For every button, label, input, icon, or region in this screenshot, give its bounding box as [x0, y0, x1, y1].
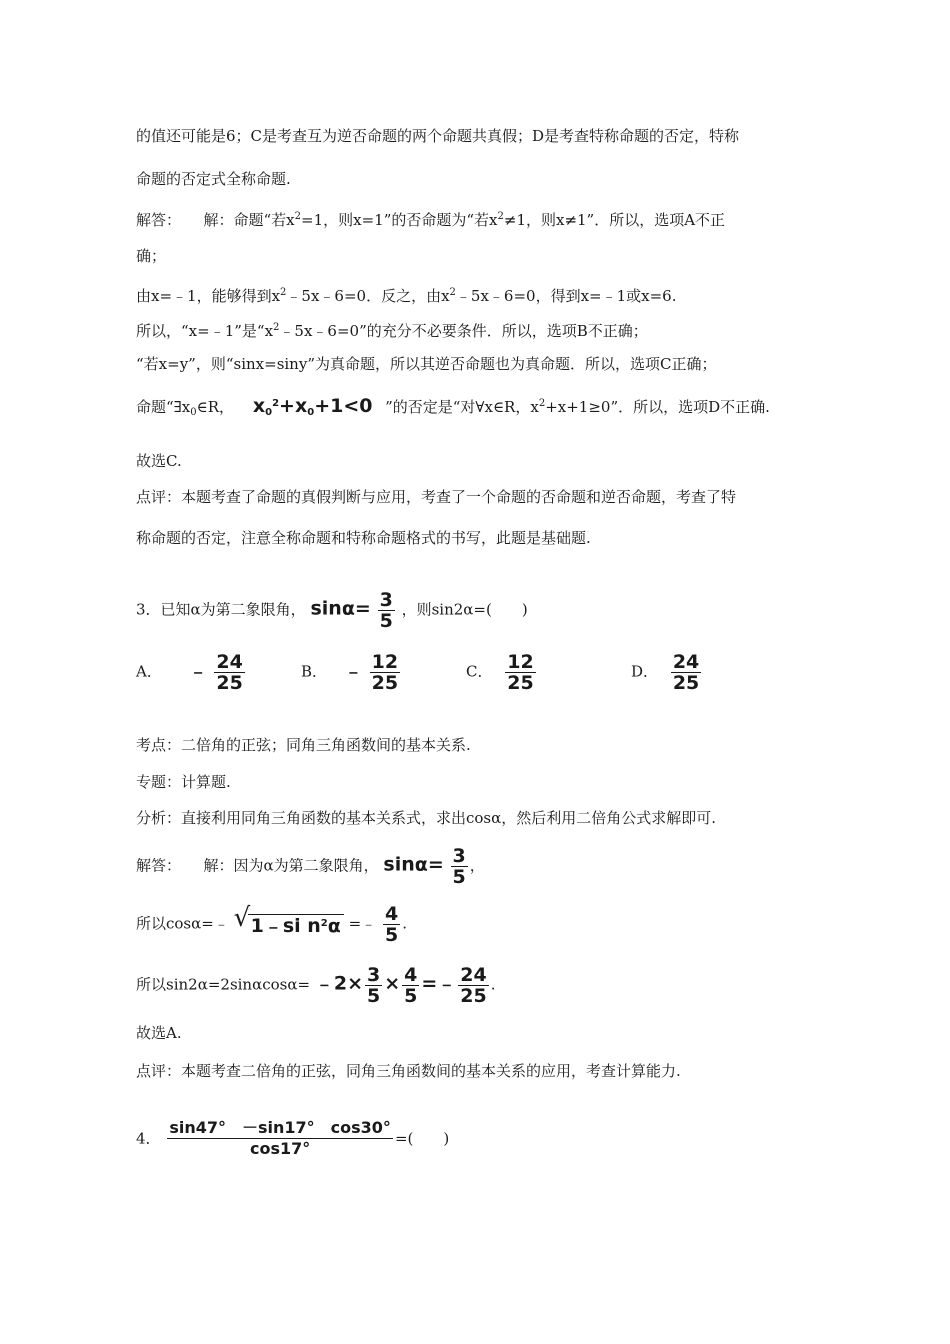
text: =( )	[394, 1129, 450, 1148]
inequality-formula: $x_0^2+x_0+1<0$	[252, 395, 373, 418]
option-label: B．	[301, 662, 328, 681]
text: .	[490, 975, 496, 994]
text: ﹣5x﹣6=0”的充分不必要条件．所以，选项B不正确；	[279, 322, 648, 340]
text: 由x=﹣1，能够得到x	[136, 287, 281, 305]
fraction: $\frac{24}{25}$	[216, 651, 243, 694]
fraction: $\frac{3}{5}$	[379, 589, 393, 632]
text: 命题“∃x	[136, 398, 191, 416]
text: ﹣5x﹣6=0，得到x=﹣1或x=6.	[455, 287, 677, 305]
times-sign: ×	[384, 972, 401, 995]
text-line	[136, 283, 677, 306]
option-c[interactable]	[466, 652, 538, 693]
text-line: “若x=y”，则“sinx=siny”为真命题，所以其逆否命题也为真命题．所以，选项C正确；	[136, 355, 717, 373]
fraction: $\frac{4}{5}$	[404, 964, 418, 1007]
minus-sign: ﹣	[188, 659, 208, 682]
fenxi-line: 分析：直接利用同角三角函数的基本关系式，求出cosα，然后利用二倍角公式求解即可.	[136, 809, 717, 827]
sin-formula: sinα=	[383, 853, 444, 876]
kaodian-line: 考点：二倍角的正弦；同角三角函数间的基本关系.	[136, 736, 471, 754]
superscript: 2	[294, 211, 302, 222]
fraction: $\frac{12}{25}$	[507, 651, 534, 694]
question-3-stem	[136, 590, 528, 631]
text: =1，则x=1”的否命题为“若x	[301, 211, 498, 229]
option-label: D．	[631, 662, 659, 681]
superscript: 2	[538, 398, 546, 409]
formula-part: ﹣2×	[314, 972, 363, 995]
text-line	[136, 394, 770, 423]
fraction: $\frac{\sin 47^\circ -\sin 17^\circ \cos 30^\circ}{\cos 17^\circ}$	[169, 1118, 391, 1158]
cos-line	[136, 904, 407, 945]
option-d[interactable]	[631, 652, 703, 693]
text: 解答： 解：命题“若x	[136, 211, 295, 229]
option-label: A．	[136, 662, 162, 681]
text-line: 确；	[136, 247, 167, 265]
text: ，则sin2α=( )	[401, 600, 528, 619]
zhuanti-line: 专题：计算题.	[136, 773, 231, 791]
fraction: $\frac{4}{5}$	[384, 903, 399, 946]
sin2-line	[136, 965, 496, 1006]
fraction: $\frac{12}{25}$	[371, 651, 399, 694]
text: ﹣5x﹣6=0．反之，由x	[286, 287, 450, 305]
text: 所以sin2α=2sinαcosα=	[136, 975, 311, 994]
superscript: 2	[449, 287, 456, 298]
text: 解答： 解：因为α为第二象限角，	[136, 856, 379, 875]
text-line	[136, 318, 648, 341]
text: ，	[469, 856, 485, 875]
fraction: $\frac{24}{25}$	[460, 964, 487, 1007]
superscript: 2	[273, 322, 280, 333]
text: ∈R，	[196, 398, 235, 416]
formula-part: =﹣	[421, 972, 457, 995]
text-line: 命题的否定式全称命题.	[136, 170, 291, 188]
fraction: $\frac{3}{5}$	[452, 845, 466, 888]
text: +x+1≥0”．所以，选项D不正确.	[545, 398, 770, 416]
text: =﹣	[348, 914, 377, 933]
subscript: 0	[190, 407, 197, 418]
option-b[interactable]	[301, 652, 402, 693]
fraction: $\frac{24}{25}$	[672, 651, 700, 694]
text: 4．	[136, 1129, 161, 1148]
text-line: 点评：本题考查了命题的真假判断与应用，考查了一个命题的否命题和逆否命题，考查了特	[136, 488, 737, 506]
guxuan-line: 故选A.	[136, 1024, 182, 1042]
sin-formula: sinα=	[310, 597, 371, 620]
text: 3．已知α为第二象限角，	[136, 600, 306, 619]
text: 所以，“x=﹣1”是“x	[136, 322, 274, 340]
text: ”的否定是“对∀x∈R，x	[385, 398, 539, 416]
dianping-line: 点评：本题考查二倍角的正弦，同角三角函数间的基本关系的应用，考查计算能力.	[136, 1062, 681, 1080]
superscript: 2	[497, 211, 504, 222]
text-line: 故选C.	[136, 452, 182, 470]
superscript: 2	[280, 287, 287, 298]
answer-line	[136, 207, 725, 230]
option-label: C．	[466, 662, 493, 681]
text-line: 称命题的否定，注意全称命题和特称命题格式的书写，此题是基础题.	[136, 529, 591, 547]
jieda-line	[136, 846, 485, 887]
text: ≠1，则x≠1”．所以，选项A不正	[503, 211, 726, 229]
text-line: 的值还可能是6；C是考查互为逆否命题的两个命题共真假；D是考查特称命题的否定，特称	[136, 127, 740, 145]
question-4-stem	[136, 1118, 449, 1159]
sqrt-expression: √ 1﹣si $n^2\alpha$	[234, 914, 344, 936]
text: .	[402, 914, 407, 933]
option-a[interactable]	[136, 652, 247, 693]
text: 所以cosα=﹣	[136, 914, 229, 933]
fraction: $\frac{3}{5}$	[366, 964, 381, 1007]
minus-sign: ﹣	[343, 659, 363, 682]
